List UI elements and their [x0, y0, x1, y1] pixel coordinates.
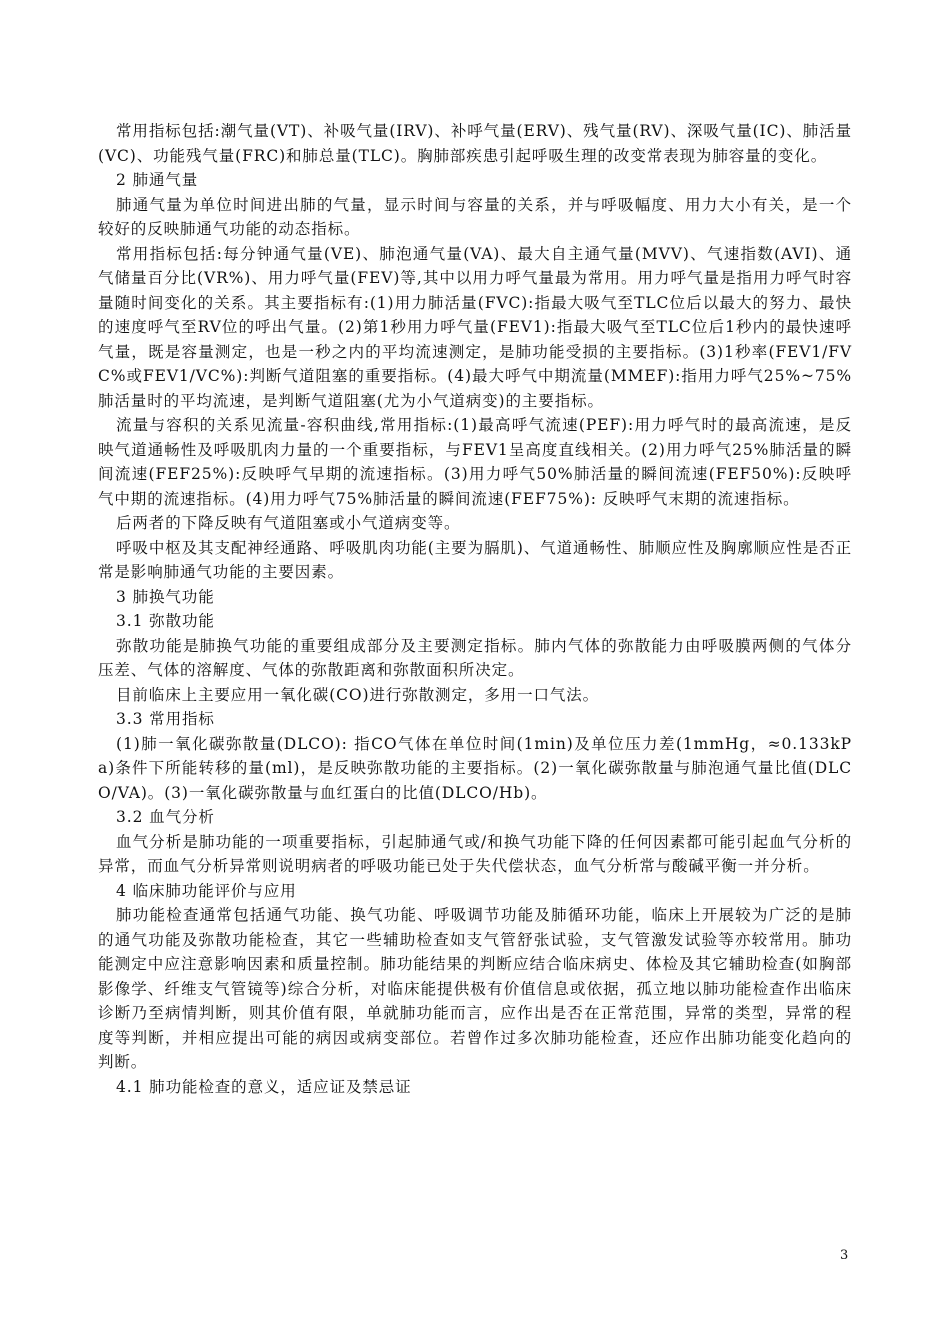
paragraph: 常用指标包括:每分钟通气量(VE)、肺泡通气量(VA)、最大自主通气量(MVV)、气速指数(AVI)、通气储量百分比(VR%)、用力呼气量(FEV)等,其中以用力呼气量最为常用。用力呼气量是指用力呼气时容量随时间变化的关系。其主要指标有:(1)用力肺活量(FVC):指最大吸气至TLC位后以最大的努力、最快的速度呼气至RV位的呼出气量。(2)第1秒用力呼气量(FEV1):指最大吸气至TLC位后1秒内的最快速呼气量，既是容量测定，也是一秒之内的平均流速测定，是肺功能受损的主要指标。(3)1秒率(FEV1/FVC%或FEV1/VC%):判断气道阻塞的重要指标。(4)最大呼气中期流量(MMEF):指用力呼气25%~75%肺活量时的平均流速，是判断气道阻塞(尤为小气道病变)的主要指标。	[98, 244, 852, 410]
paragraph: 目前临床上主要应用一氧化碳(CO)进行弥散测定，多用一口气法。	[116, 685, 600, 704]
paragraph: (1)肺一氧化碳弥散量(DLCO): 指CO气体在单位时间(1min)及单位压力差(1mmHg，≈0.133kPa)条件下所能转移的量(ml)，是反映弥散功能的主要指标。(2)一氧化碳弥散量与肺泡通气量比值(DLCO/VA)。(3)一氧化碳弥散量与血红蛋白的比值(DLCO/Hb)。	[98, 734, 852, 802]
document-body	[98, 119, 852, 1099]
subsection-heading: 3.1 弥散功能	[116, 612, 215, 630]
subsection-heading: 4.1 肺功能检查的意义，适应证及禁忌证	[116, 1077, 412, 1096]
section-heading: 4 临床肺功能评价与应用	[116, 881, 297, 900]
section-heading: 2 肺通气量	[116, 171, 199, 189]
paragraph: 肺通气量为单位时间进出肺的气量，显示时间与容量的关系，并与呼吸幅度、用力大小有关，是一个较好的反映肺通气功能的动态指标。	[98, 195, 852, 238]
paragraph: 常用指标包括:潮气量(VT)、补吸气量(IRV)、补呼气量(ERV)、残气量(RV)、深吸气量(IC)、肺活量(VC)、功能残气量(FRC)和肺总量(TLC)。胸肺部疾患引起呼吸生理的改变常表现为肺容量的变化。	[98, 122, 852, 165]
section-heading: 3 肺换气功能	[116, 587, 215, 606]
subsection-heading: 3.3 常用指标	[116, 710, 215, 728]
page-number: 3	[840, 1248, 849, 1263]
paragraph: 弥散功能是肺换气功能的重要组成部分及主要测定指标。肺内气体的弥散能力由呼吸膜两侧的气体分压差、气体的溶解度、气体的弥散距离和弥散面积所决定。	[98, 636, 852, 679]
paragraph: 流量与容积的关系见流量-容积曲线,常用指标:(1)最高呼气流速(PEF):用力呼气时的最高流速，是反映气道通畅性及呼吸肌肉力量的一个重要指标，与FEV1呈高度直线相关。(2)用力呼气25%肺活量的瞬间流速(FEF25%):反映呼气早期的流速指标。(3)用力呼气50%肺活量的瞬间流速(FEF50%):反映呼气中期的流速指标。(4)用力呼气75%肺活量的瞬间流速(FEF75%): 反映呼气末期的流速指标。	[98, 416, 852, 508]
paragraph: 血气分析是肺功能的一项重要指标，引起肺通气或/和换气功能下降的任何因素都可能引起血气分析的异常，而血气分析异常则说明病者的呼吸功能已处于失代偿状态，血气分析常与酸碱平衡一并分析。	[98, 832, 852, 875]
paragraph: 后两者的下降反映有气道阻塞或小气道病变等。	[116, 514, 461, 532]
paragraph: 呼吸中枢及其支配神经通路、呼吸肌肉功能(主要为膈肌)、气道通畅性、肺顺应性及胸廓顺应性是否正常是影响肺通气功能的主要因素。	[98, 538, 852, 581]
subsection-heading: 3.2 血气分析	[116, 808, 215, 826]
paragraph: 肺功能检查通常包括通气功能、换气功能、呼吸调节功能及肺循环功能，临床上开展较为广泛的是肺的通气功能及弥散功能检查，其它一些辅助检查如支气管舒张试验，支气管激发试验等亦较常用。肺功能测定中应注意影响因素和质量控制。肺功能结果的判断应结合临床病史、体检及其它辅助检查(如胸部影像学、纤维支气管镜等)综合分析，对临床能提供极有价值信息或依据，孤立地以肺功能检查作出临床诊断乃至病情判断，则其价值有限，单就肺功能而言，应作出是否在正常范围，异常的类型，异常的程度等判断，并相应提出可能的病因或病变部位。若曾作过多次肺功能检查，还应作出肺功能变化趋向的判断。	[98, 906, 852, 1071]
